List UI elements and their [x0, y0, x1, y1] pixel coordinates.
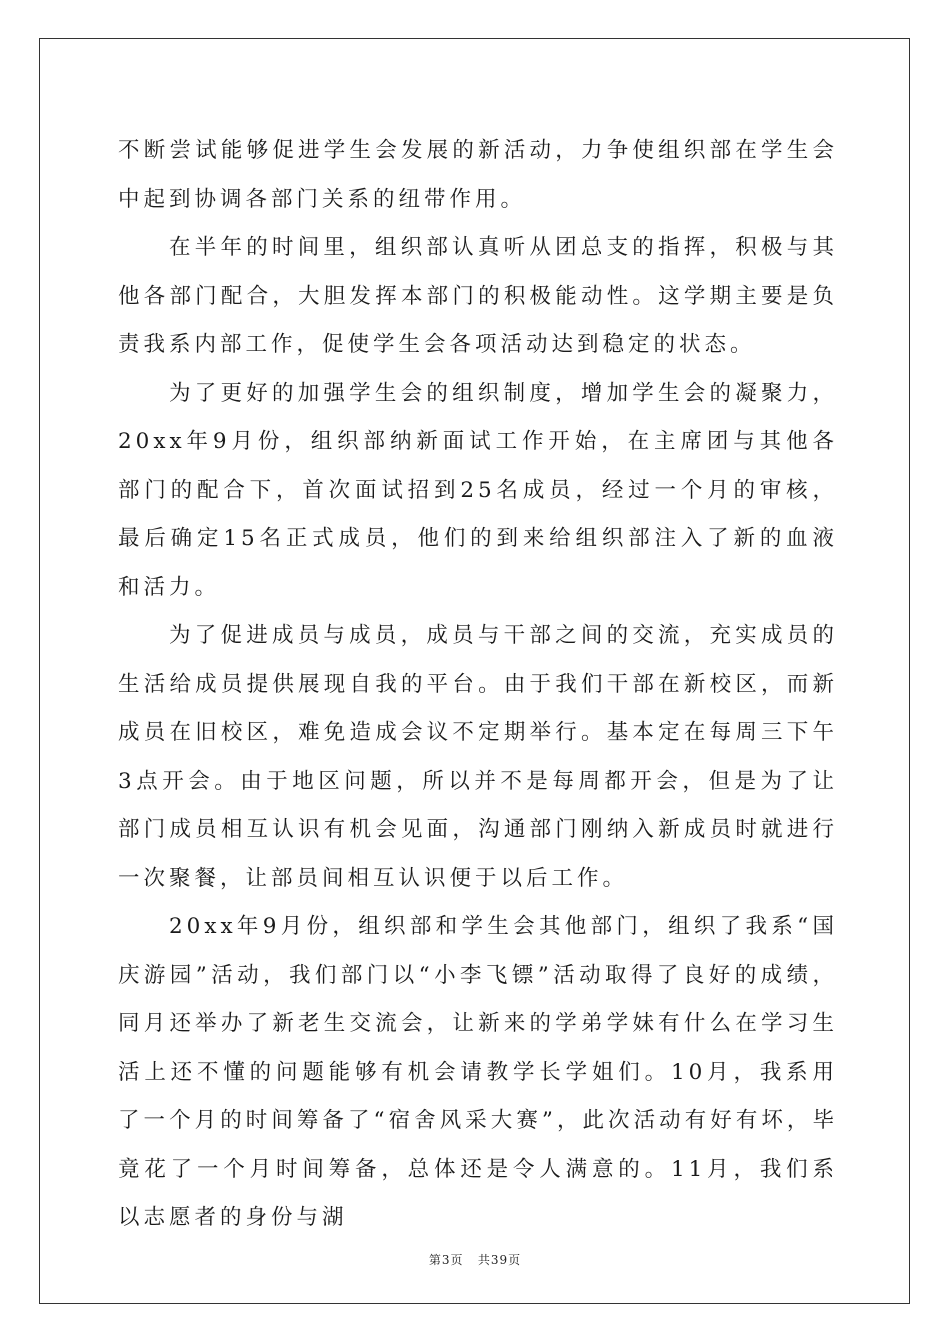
paragraph-2: 在半年的时间里，组织部认真听从团总支的指挥，积极与其他各部门配合，大胆发挥本部门的积极能动性。这学期主要是负责我系内部工作，促使学生会各项活动达到稳定的状态。 — [118, 235, 838, 357]
document-body — [118, 127, 838, 1243]
paragraph-1: 不断尝试能够促进学生会发展的新活动，力争使组织部在学生会中起到协调各部门关系的纽带作用。 — [118, 138, 838, 212]
paragraph-4: 为了促进成员与成员，成员与干部之间的交流，充实成员的生活给成员提供展现自我的平台。由于我们干部在新校区，而新成员在旧校区，难免造成会议不定期举行。基本定在每周三下午3点开会。由于地区问题，所以并不是每周都开会，但是为了让部门成员相互认识有机会见面，沟通部门刚纳入新成员时就进行一次聚餐，让部员间相互认识便于以后工作。 — [118, 623, 838, 891]
page-number: 第3页 — [428, 1253, 464, 1267]
paragraph-3: 为了更好的加强学生会的组织制度，增加学生会的凝聚力，20xx年9月份，组织部纳新面试工作开始，在主席团与其他各部门的配合下，首次面试招到25名成员，经过一个月的审核，最后确定15名正式成员，他们的到来给组织部注入了新的血液和活力。 — [118, 380, 838, 600]
paragraph-5: 20xx年9月份，组织部和学生会其他部门，组织了我系“国庆游园”活动，我们部门以“小李飞镖”活动取得了良好的成绩，同月还举办了新老生交流会，让新来的学弟学妹有什么在学习生活上还不懂的问题能够有机会请教学长学姐们。10月，我系用了一个月的时间筹备了“宿舍风采大赛”，此次活动有好有坏，毕竟花了一个月时间筹备，总体还是令人满意的。11月，我们系以志愿者的身份与湖 — [118, 914, 838, 1230]
page-footer — [0, 1251, 950, 1268]
page-total: 共39页 — [477, 1253, 522, 1267]
